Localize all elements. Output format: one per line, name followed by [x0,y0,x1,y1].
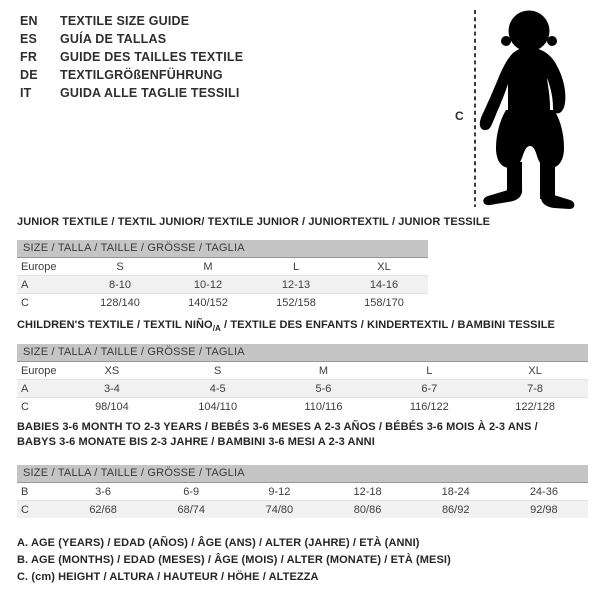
size-value-cell: L [426,364,433,377]
table-section-title [17,420,538,450]
size-value-cell: L [292,260,300,273]
table-row [17,362,588,380]
row-label: C [21,503,29,516]
footnote-list [17,535,451,586]
height-measure-label: C [455,109,464,123]
size-value-cell: 92/98 [530,503,558,516]
size-value-cell: 86/92 [441,503,470,516]
size-value-cell: 62/68 [89,503,117,516]
section-title-line [17,318,555,336]
language-row [20,48,243,66]
size-grid-body [17,258,428,311]
size-value-cell: 6-9 [183,485,200,498]
size-value-cell: 7-8 [527,382,544,395]
size-table [17,465,588,518]
section-title-line [17,215,490,230]
table-section-title [17,318,555,336]
size-value-cell: 8-10 [108,278,132,291]
size-value-cell: 3-6 [95,485,112,498]
language-row [20,66,243,84]
row-label: B [21,485,29,498]
size-value-cell: 68/74 [177,503,205,516]
size-value-cell: 140/152 [188,296,228,309]
size-value-cell: 110/116 [304,400,343,413]
language-title-list [20,12,243,102]
section-title-text: BABYS 3-6 MONATE BIS 2-3 JAHRE / BAMBINI 3-6 MESI A 2-3 ANNI [17,436,375,448]
language-title: TEXTILE SIZE GUIDE [60,14,190,28]
size-grid-body [17,362,588,415]
table-row [17,398,588,416]
size-grid-body [17,483,588,518]
table-row [17,380,588,398]
size-value-cell: 9-12 [268,485,291,498]
size-value-cell: 80/86 [353,503,382,516]
table-row [17,258,428,276]
size-value-cell: S [214,364,222,377]
size-table [17,344,588,415]
size-value-cell: 158/170 [364,296,404,309]
baby-figure-svg [452,2,600,214]
size-value-cell: 24-36 [529,485,558,498]
footnote: C. (cm) HEIGHT / ALTURA / HAUTEUR / HÖHE / ALTEZZA [17,571,319,583]
size-value-cell: 104/110 [198,400,238,413]
size-value-cell: 3-4 [103,382,120,395]
language-title: GUÍA DE TALLAS [60,32,167,46]
row-label: A [21,382,29,395]
section-title-text: / TEXTILE DES ENFANTS / KINDERTEXTIL / BAMBINI TESSILE [220,319,555,331]
size-value-cell: XL [377,260,391,273]
size-value-cell: 5-6 [315,382,332,395]
size-value-cell: 18-24 [441,485,470,498]
table-section-title [17,215,490,230]
row-label: C [21,296,29,309]
size-value-cell: 152/158 [276,296,316,309]
size-value-cell: 98/104 [95,400,129,413]
language-row [20,84,243,102]
section-title-text: /A [212,324,221,334]
size-value-cell: M [203,260,213,273]
size-header-bar: SIZE / TALLA / TAILLE / GRÖSSE / TAGLIA [17,344,588,362]
size-grid [17,483,588,518]
language-code: ES [20,32,38,46]
size-value-cell: 12-13 [281,278,311,291]
size-value-cell: 116/122 [409,400,449,413]
size-value-cell: XS [104,364,120,377]
size-value-cell: 14-16 [369,278,399,291]
size-value-cell: S [116,260,124,273]
size-value-cell: XL [528,364,542,377]
size-value-cell: M [318,364,329,377]
baby-silhouette [480,11,575,210]
language-title: TEXTILGRÖßENFÜHRUNG [60,68,223,82]
language-row [20,30,243,48]
size-value-cell: 4-5 [209,382,226,395]
row-label: A [21,278,29,291]
language-title: GUIDE DES TAILLES TEXTILE [60,50,244,64]
table-row [17,294,428,312]
section-title-text: JUNIOR TEXTILE / TEXTIL JUNIOR/ TEXTILE JUNIOR / JUNIORTEXTIL / JUNIOR TESSILE [17,216,491,228]
row-label: Europe [21,364,57,377]
size-header-bar: SIZE / TALLA / TAILLE / GRÖSSE / TAGLIA [17,240,428,258]
language-title: GUIDA ALLE TAGLIE TESSILI [60,86,240,100]
language-code: IT [20,86,32,100]
table-row [17,483,588,501]
size-value-cell: 128/140 [100,296,140,309]
section-title-line [17,435,538,450]
footnote: A. AGE (YEARS) / EDAD (AÑOS) / ÂGE (ANS) / ALTER (JAHRE) / ETÀ (ANNI) [17,537,420,549]
size-grid [17,362,588,415]
row-label: C [21,400,29,413]
size-grid [17,258,428,311]
section-title-text: BABIES 3-6 MONTH TO 2-3 YEARS / BEBÉS 3-6 MESES A 2-3 AÑOS / BÉBÉS 3-6 MOIS À 2-3 ANS / [17,421,538,433]
row-label: Europe [21,260,57,273]
language-code: DE [20,68,38,82]
size-table [17,240,428,311]
height-figure [452,2,600,214]
section-title-line [17,420,538,435]
size-header-bar: SIZE / TALLA / TAILLE / GRÖSSE / TAGLIA [17,465,588,483]
table-row [17,276,428,294]
size-value-cell: 12-18 [353,485,382,498]
size-value-cell: 74/80 [265,503,294,516]
language-code: EN [20,14,38,28]
language-code: FR [20,50,38,64]
language-row [20,12,243,30]
section-title-text: CHILDREN'S TEXTILE / TEXTIL NIÑO [17,319,213,331]
size-value-cell: 122/128 [515,400,555,413]
table-row [17,501,588,519]
size-value-cell: 6-7 [421,382,438,395]
footnote: B. AGE (MONTHS) / EDAD (MESES) / ÂGE (MOIS) / ALTER (MONATE) / ETÀ (MESI) [17,554,451,566]
size-value-cell: 10-12 [193,278,223,291]
